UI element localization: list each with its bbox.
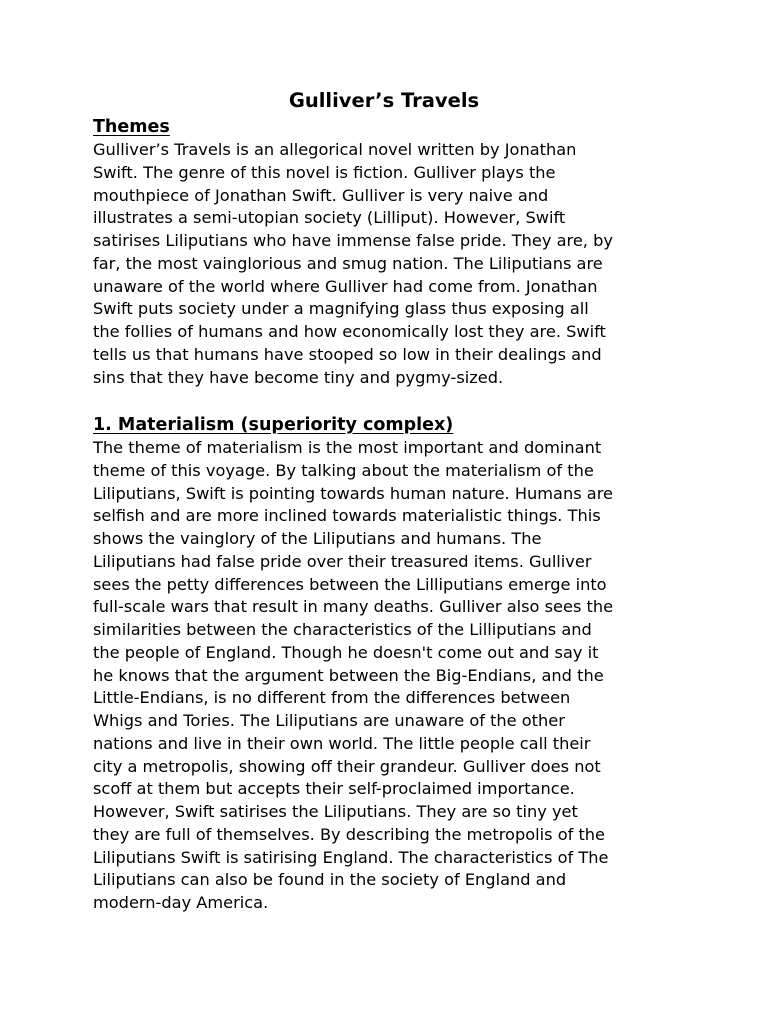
themes-paragraph [93,139,693,389]
paragraph-line: Little-Endians, is no different from the differences between [93,688,571,708]
paragraph-line: Liliputians, Swift is pointing towards human nature. Humans are [93,483,613,503]
paragraph-line: sins that they have become tiny and pygmy-sized. [93,367,504,387]
paragraph-line: The theme of materialism is the most important and dominant [93,438,602,457]
paragraph-line: Liliputians can also be found in the society of England and [93,870,567,890]
document-title: Gulliver’s Travels [288,89,480,112]
paragraph-line: Whigs and Tories. The Liliputians are unaware of the other [93,711,565,730]
paragraph-line: Swift. The genre of this novel is fiction. Gulliver plays the [93,162,556,182]
paragraph-line: Gulliver’s Travels is an allegorical novel written by Jonathan [93,140,577,159]
paragraph-line: illustrates a semi-utopian society (Lilliput). However, Swift [93,208,566,228]
paragraph-line: mouthpiece of Jonathan Swift. Gulliver is very naive and [93,185,549,205]
paragraph-line: nations and live in their own world. The little people call their [93,733,591,753]
section-heading-materialism: 1. Materialism (superiority complex) [93,415,454,435]
paragraph-line: city a metropolis, showing off their grandeur. Gulliver does not [93,756,601,776]
paragraph-line: However, Swift satirises the Liliputians. They are so tiny yet [93,802,578,821]
paragraph-line: theme of this voyage. By talking about the materialism of the [93,460,594,480]
materialism-paragraph [93,437,693,915]
section-heading-themes: Themes [93,117,170,137]
paragraph-line: Liliputians Swift is satirising England. The characteristics of The [93,847,609,867]
paragraph-line: Liliputians had false pride over their treasured items. Gulliver [93,551,592,571]
paragraph-line: satirises Liliputians who have immense false pride. They are, by [93,231,613,250]
paragraph-line: far, the most vainglorious and smug nation. The Liliputians are [93,253,603,273]
paragraph-line: the follies of humans and how economically lost they are. Swift [93,322,606,341]
paragraph-line: tells us that humans have stooped so low in their dealings and [93,344,602,364]
paragraph-line: he knows that the argument between the Big-Endians, and the [93,665,604,685]
paragraph-line: sees the petty differences between the Lilliputians emerge into [93,574,607,594]
paragraph-line: modern-day America. [93,893,269,912]
paragraph-line: full-scale wars that result in many deaths. Gulliver also sees the [93,597,614,617]
paragraph-line: they are full of themselves. By describing the metropolis of the [93,824,606,844]
paragraph-line: scoff at them but accepts their self-proclaimed importance. [93,779,575,799]
paragraph-line: the people of England. Though he doesn't come out and say it [93,642,599,662]
paragraph-line: similarities between the characteristics of the Lilliputians and [93,620,592,639]
paragraph-line: Swift puts society under a magnifying glass thus exposing all [93,299,589,319]
paragraph-line: shows the vainglory of the Liliputians and humans. The [93,529,542,548]
paragraph-line: unaware of the world where Gulliver had come from. Jonathan [93,276,598,296]
paragraph-line: selfish and are more inclined towards materialistic things. This [93,506,601,526]
